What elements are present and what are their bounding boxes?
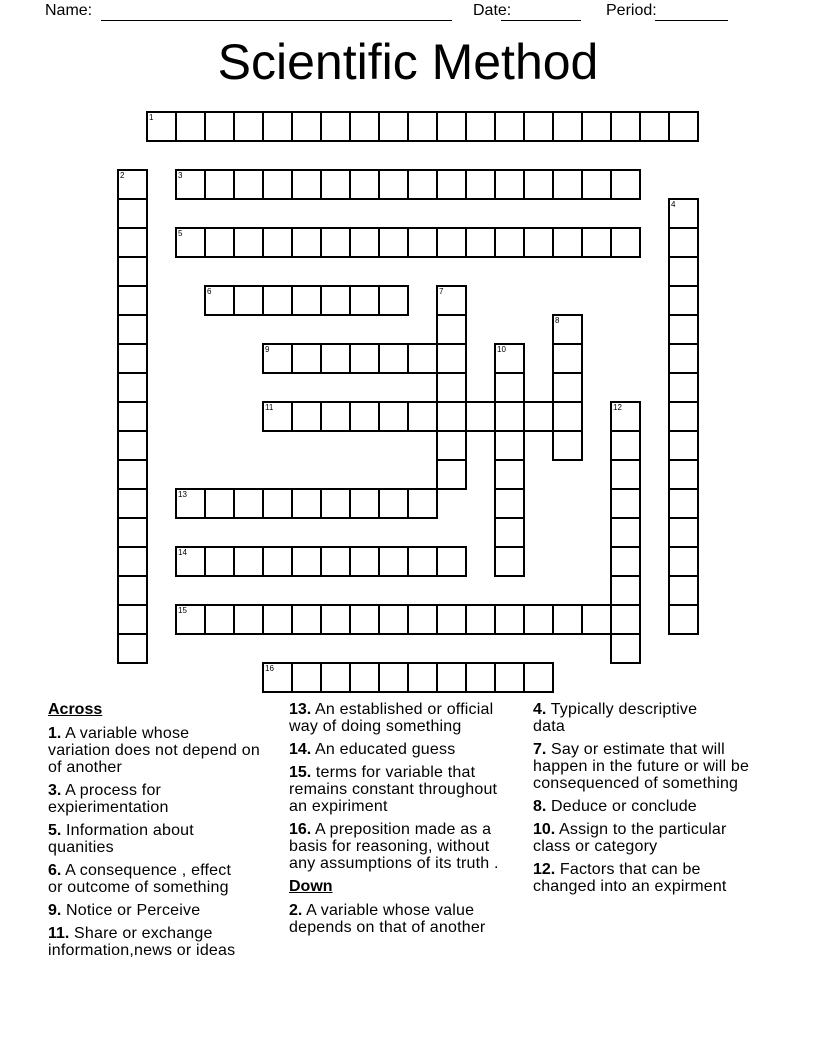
grid-cell-r2c15[interactable] <box>552 169 583 200</box>
grid-cell-r9c0[interactable] <box>117 372 148 403</box>
grid-cell-r9c13[interactable] <box>494 372 525 403</box>
clue-number: 1. <box>48 725 62 742</box>
grid-cell-r6c7[interactable] <box>320 285 351 316</box>
grid-cell-r2c4[interactable] <box>233 169 264 200</box>
grid-cell-r11c19[interactable] <box>668 430 699 461</box>
grid-cell-r0c3[interactable] <box>204 111 235 142</box>
grid-cell-r10c19[interactable] <box>668 401 699 432</box>
grid-cell-r17c3[interactable] <box>204 604 235 635</box>
clue-number: 11. <box>48 925 70 942</box>
clues-column-1 <box>48 701 288 965</box>
grid-cell-r17c11[interactable] <box>436 604 467 635</box>
grid-cell-r0c16[interactable] <box>581 111 612 142</box>
clue-across-5: 5. Information about quanities <box>48 822 194 856</box>
clue-down-4: 4. Typically descriptive data <box>533 701 698 735</box>
grid-cell-r13c6[interactable] <box>291 488 322 519</box>
grid-cell-r4c7[interactable] <box>320 227 351 258</box>
grid-cell-r15c3[interactable] <box>204 546 235 577</box>
grid-cell-r0c18[interactable] <box>639 111 670 142</box>
grid-cell-r8c15[interactable] <box>552 343 583 374</box>
grid-cell-r11c11[interactable] <box>436 430 467 461</box>
grid-cell-r13c0[interactable] <box>117 488 148 519</box>
grid-cell-r17c9[interactable] <box>378 604 409 635</box>
grid-cell-r16c17[interactable] <box>610 575 641 606</box>
grid-cell-r6c8[interactable] <box>349 285 380 316</box>
grid-cell-r0c13[interactable] <box>494 111 525 142</box>
grid-cell-r0c4[interactable] <box>233 111 264 142</box>
down-heading: Down <box>289 878 333 895</box>
clue-down-8: 8. Deduce or conclude <box>533 798 697 815</box>
clue-number: 8. <box>533 798 547 815</box>
grid-cell-r17c6[interactable] <box>291 604 322 635</box>
grid-cell-r5c19[interactable] <box>668 256 699 287</box>
clue-across-14: 14. An educated guess <box>289 741 456 758</box>
clue-number: 16. <box>289 821 312 838</box>
grid-cell-r4c11[interactable] <box>436 227 467 258</box>
grid-cell-r7c19[interactable] <box>668 314 699 345</box>
grid-cell-r8c19[interactable] <box>668 343 699 374</box>
grid-cell-r2c13[interactable] <box>494 169 525 200</box>
grid-cell-r6c6[interactable] <box>291 285 322 316</box>
grid-cell-r11c15[interactable] <box>552 430 583 461</box>
grid-cell-r13c17[interactable] <box>610 488 641 519</box>
grid-cell-r16c0[interactable] <box>117 575 148 606</box>
grid-cell-r0c7[interactable] <box>320 111 351 142</box>
grid-cell-r10c0[interactable] <box>117 401 148 432</box>
grid-cell-r4c4[interactable] <box>233 227 264 258</box>
grid-cell-r17c4[interactable] <box>233 604 264 635</box>
word-number-3-across: 3 <box>178 171 183 180</box>
grid-cell-r0c15[interactable] <box>552 111 583 142</box>
grid-cell-r0c6[interactable] <box>291 111 322 142</box>
clue-number: 10. <box>533 821 556 838</box>
grid-cell-r2c6[interactable] <box>291 169 322 200</box>
grid-cell-r0c10[interactable] <box>407 111 438 142</box>
grid-cell-r4c14[interactable] <box>523 227 554 258</box>
clues-column-3 <box>533 701 779 901</box>
grid-cell-r13c7[interactable] <box>320 488 351 519</box>
clue-number: 2. <box>289 902 303 919</box>
grid-cell-r10c9[interactable] <box>378 401 409 432</box>
date-label: Date: <box>473 2 512 19</box>
grid-cell-r14c19[interactable] <box>668 517 699 548</box>
grid-cell-r10c10[interactable] <box>407 401 438 432</box>
grid-cell-r15c19[interactable] <box>668 546 699 577</box>
grid-cell-r4c5[interactable] <box>262 227 293 258</box>
clue-number: 7. <box>533 741 547 758</box>
word-number-2-down: 2 <box>120 171 125 180</box>
grid-cell-r4c9[interactable] <box>378 227 409 258</box>
grid-cell-r19c10[interactable] <box>407 662 438 693</box>
grid-cell-r4c19[interactable] <box>668 227 699 258</box>
clue-across-3: 3. A process for expierimentation <box>48 782 169 816</box>
clue-number: 4. <box>533 701 547 718</box>
grid-cell-r8c10[interactable] <box>407 343 438 374</box>
word-number-8-down: 8 <box>555 316 560 325</box>
grid-cell-r2c17[interactable] <box>610 169 641 200</box>
clue-across-6: 6. A consequence , effect or outcome of something <box>48 862 232 896</box>
grid-cell-r8c7[interactable] <box>320 343 351 374</box>
grid-cell-r0c17[interactable] <box>610 111 641 142</box>
grid-cell-r6c19[interactable] <box>668 285 699 316</box>
page-title: Scientific Method <box>217 34 599 90</box>
grid-cell-r10c15[interactable] <box>552 401 583 432</box>
grid-cell-r19c13[interactable] <box>494 662 525 693</box>
grid-cell-r15c6[interactable] <box>291 546 322 577</box>
grid-cell-r2c3[interactable] <box>204 169 235 200</box>
clues-column-2 <box>289 701 529 942</box>
clue-number: 5. <box>48 822 62 839</box>
grid-cell-r17c8[interactable] <box>349 604 380 635</box>
grid-cell-r10c12[interactable] <box>465 401 496 432</box>
grid-cell-r9c11[interactable] <box>436 372 467 403</box>
grid-cell-r11c17[interactable] <box>610 430 641 461</box>
grid-cell-r14c17[interactable] <box>610 517 641 548</box>
grid-cell-r2c11[interactable] <box>436 169 467 200</box>
period-label: Period: <box>606 2 657 19</box>
grid-cell-r12c11[interactable] <box>436 459 467 490</box>
clue-across-9: 9. Notice or Perceive <box>48 902 201 919</box>
grid-cell-r8c9[interactable] <box>378 343 409 374</box>
grid-cell-r6c5[interactable] <box>262 285 293 316</box>
grid-cell-r10c11[interactable] <box>436 401 467 432</box>
word-number-7-down: 7 <box>439 287 444 296</box>
grid-cell-r15c17[interactable] <box>610 546 641 577</box>
grid-cell-r2c9[interactable] <box>378 169 409 200</box>
grid-cell-r19c14[interactable] <box>523 662 554 693</box>
grid-cell-r13c19[interactable] <box>668 488 699 519</box>
name-label: Name: <box>45 2 93 19</box>
grid-cell-r6c9[interactable] <box>378 285 409 316</box>
grid-cell-r12c17[interactable] <box>610 459 641 490</box>
grid-cell-r9c15[interactable] <box>552 372 583 403</box>
grid-cell-r10c13[interactable] <box>494 401 525 432</box>
grid-cell-r4c17[interactable] <box>610 227 641 258</box>
grid-cell-r13c5[interactable] <box>262 488 293 519</box>
clue-down-12: 12. Factors that can be changed into an expirment <box>533 861 727 895</box>
grid-cell-r0c11[interactable] <box>436 111 467 142</box>
grid-cell-r0c14[interactable] <box>523 111 554 142</box>
word-number-5-across: 5 <box>178 229 183 238</box>
grid-cell-r4c6[interactable] <box>291 227 322 258</box>
grid-cell-r17c14[interactable] <box>523 604 554 635</box>
grid-cell-r19c7[interactable] <box>320 662 351 693</box>
grid-cell-r4c3[interactable] <box>204 227 235 258</box>
grid-cell-r10c7[interactable] <box>320 401 351 432</box>
grid-cell-r15c9[interactable] <box>378 546 409 577</box>
grid-cell-r14c13[interactable] <box>494 517 525 548</box>
clue-across-15: 15. terms for variable that remains constant throughout an expiriment <box>289 764 498 815</box>
grid-cell-r14c0[interactable] <box>117 517 148 548</box>
period-input-line[interactable] <box>655 20 728 21</box>
word-number-14-across: 14 <box>178 548 187 557</box>
grid-cell-r0c8[interactable] <box>349 111 380 142</box>
clue-number: 6. <box>48 862 62 879</box>
word-number-9-across: 9 <box>265 345 270 354</box>
clue-number: 12. <box>533 861 556 878</box>
grid-cell-r8c0[interactable] <box>117 343 148 374</box>
grid-cell-r12c13[interactable] <box>494 459 525 490</box>
clue-number: 9. <box>48 902 62 919</box>
across-heading: Across <box>48 701 103 718</box>
grid-cell-r13c10[interactable] <box>407 488 438 519</box>
grid-cell-r15c11[interactable] <box>436 546 467 577</box>
grid-cell-r11c0[interactable] <box>117 430 148 461</box>
word-number-15-across: 15 <box>178 606 187 615</box>
grid-cell-r18c0[interactable] <box>117 633 148 664</box>
date-input-line[interactable] <box>501 20 581 21</box>
clue-down-10: 10. Assign to the particular class or category <box>533 821 727 855</box>
grid-cell-r10c8[interactable] <box>349 401 380 432</box>
grid-cell-r9c19[interactable] <box>668 372 699 403</box>
grid-cell-r2c10[interactable] <box>407 169 438 200</box>
grid-cell-r2c12[interactable] <box>465 169 496 200</box>
grid-cell-r2c5[interactable] <box>262 169 293 200</box>
word-number-4-down: 4 <box>671 200 676 209</box>
clue-number: 13. <box>289 701 312 718</box>
grid-cell-r12c0[interactable] <box>117 459 148 490</box>
word-number-10-down: 10 <box>497 345 506 354</box>
grid-cell-r2c7[interactable] <box>320 169 351 200</box>
clue-number: 3. <box>48 782 62 799</box>
grid-cell-r17c16[interactable] <box>581 604 612 635</box>
grid-cell-r7c11[interactable] <box>436 314 467 345</box>
grid-cell-r15c4[interactable] <box>233 546 264 577</box>
grid-cell-r4c13[interactable] <box>494 227 525 258</box>
word-number-12-down: 12 <box>613 403 622 412</box>
grid-cell-r15c13[interactable] <box>494 546 525 577</box>
grid-cell-r0c2[interactable] <box>175 111 206 142</box>
grid-cell-r4c0[interactable] <box>117 227 148 258</box>
grid-cell-r17c7[interactable] <box>320 604 351 635</box>
grid-cell-r13c3[interactable] <box>204 488 235 519</box>
grid-cell-r17c15[interactable] <box>552 604 583 635</box>
grid-cell-r0c9[interactable] <box>378 111 409 142</box>
grid-cell-r19c12[interactable] <box>465 662 496 693</box>
grid-cell-r19c6[interactable] <box>291 662 322 693</box>
grid-cell-r17c13[interactable] <box>494 604 525 635</box>
grid-cell-r4c15[interactable] <box>552 227 583 258</box>
grid-cell-r15c10[interactable] <box>407 546 438 577</box>
grid-cell-r6c0[interactable] <box>117 285 148 316</box>
grid-cell-r4c8[interactable] <box>349 227 380 258</box>
clue-number: 14. <box>289 741 312 758</box>
grid-cell-r15c0[interactable] <box>117 546 148 577</box>
clue-across-1: 1. A variable whose variation does not depend on of another <box>48 725 260 776</box>
clue-across-11: 11. Share or exchange information,news or ideas <box>48 925 236 959</box>
grid-cell-r17c12[interactable] <box>465 604 496 635</box>
grid-cell-r13c8[interactable] <box>349 488 380 519</box>
grid-cell-r16c19[interactable] <box>668 575 699 606</box>
word-number-16-across: 16 <box>265 664 274 673</box>
grid-cell-r4c12[interactable] <box>465 227 496 258</box>
grid-cell-r2c8[interactable] <box>349 169 380 200</box>
grid-cell-r8c6[interactable] <box>291 343 322 374</box>
grid-cell-r17c19[interactable] <box>668 604 699 635</box>
grid-cell-r6c4[interactable] <box>233 285 264 316</box>
clue-down-7: 7. Say or estimate that will happen in the future or will be consequenced of something <box>533 741 750 792</box>
grid-cell-r0c12[interactable] <box>465 111 496 142</box>
word-number-1-across: 1 <box>149 113 154 122</box>
grid-cell-r13c4[interactable] <box>233 488 264 519</box>
grid-cell-r15c5[interactable] <box>262 546 293 577</box>
grid-cell-r8c8[interactable] <box>349 343 380 374</box>
grid-cell-r17c5[interactable] <box>262 604 293 635</box>
name-input-line[interactable] <box>101 20 452 21</box>
grid-cell-r18c17[interactable] <box>610 633 641 664</box>
grid-cell-r17c17[interactable] <box>610 604 641 635</box>
clue-across-16: 16. A preposition made as a basis for reasoning, without any assumptions of its truth . <box>289 821 499 872</box>
word-number-13-across: 13 <box>178 490 187 499</box>
grid-cell-r17c0[interactable] <box>117 604 148 635</box>
grid-cell-r17c10[interactable] <box>407 604 438 635</box>
grid-cell-r8c11[interactable] <box>436 343 467 374</box>
grid-cell-r0c19[interactable] <box>668 111 699 142</box>
grid-cell-r2c16[interactable] <box>581 169 612 200</box>
grid-cell-r7c0[interactable] <box>117 314 148 345</box>
grid-cell-r12c19[interactable] <box>668 459 699 490</box>
grid-cell-r19c8[interactable] <box>349 662 380 693</box>
word-number-11-across: 11 <box>265 403 274 412</box>
grid-cell-r4c10[interactable] <box>407 227 438 258</box>
word-number-6-across: 6 <box>207 287 212 296</box>
grid-cell-r10c14[interactable] <box>523 401 554 432</box>
clues-section <box>0 701 816 1051</box>
grid-cell-r3c0[interactable] <box>117 198 148 229</box>
grid-cell-r2c14[interactable] <box>523 169 554 200</box>
clue-across-13: 13. An established or official way of doing something <box>289 701 494 735</box>
grid-cell-r15c8[interactable] <box>349 546 380 577</box>
grid-cell-r13c13[interactable] <box>494 488 525 519</box>
clue-number: 15. <box>289 764 312 781</box>
grid-cell-r19c9[interactable] <box>378 662 409 693</box>
grid-cell-r11c13[interactable] <box>494 430 525 461</box>
grid-cell-r0c5[interactable] <box>262 111 293 142</box>
grid-cell-r5c0[interactable] <box>117 256 148 287</box>
grid-cell-r19c11[interactable] <box>436 662 467 693</box>
grid-cell-r4c16[interactable] <box>581 227 612 258</box>
grid-cell-r13c9[interactable] <box>378 488 409 519</box>
grid-cell-r15c7[interactable] <box>320 546 351 577</box>
clue-down-2: 2. A variable whose value depends on that of another <box>289 902 486 936</box>
grid-cell-r10c6[interactable] <box>291 401 322 432</box>
